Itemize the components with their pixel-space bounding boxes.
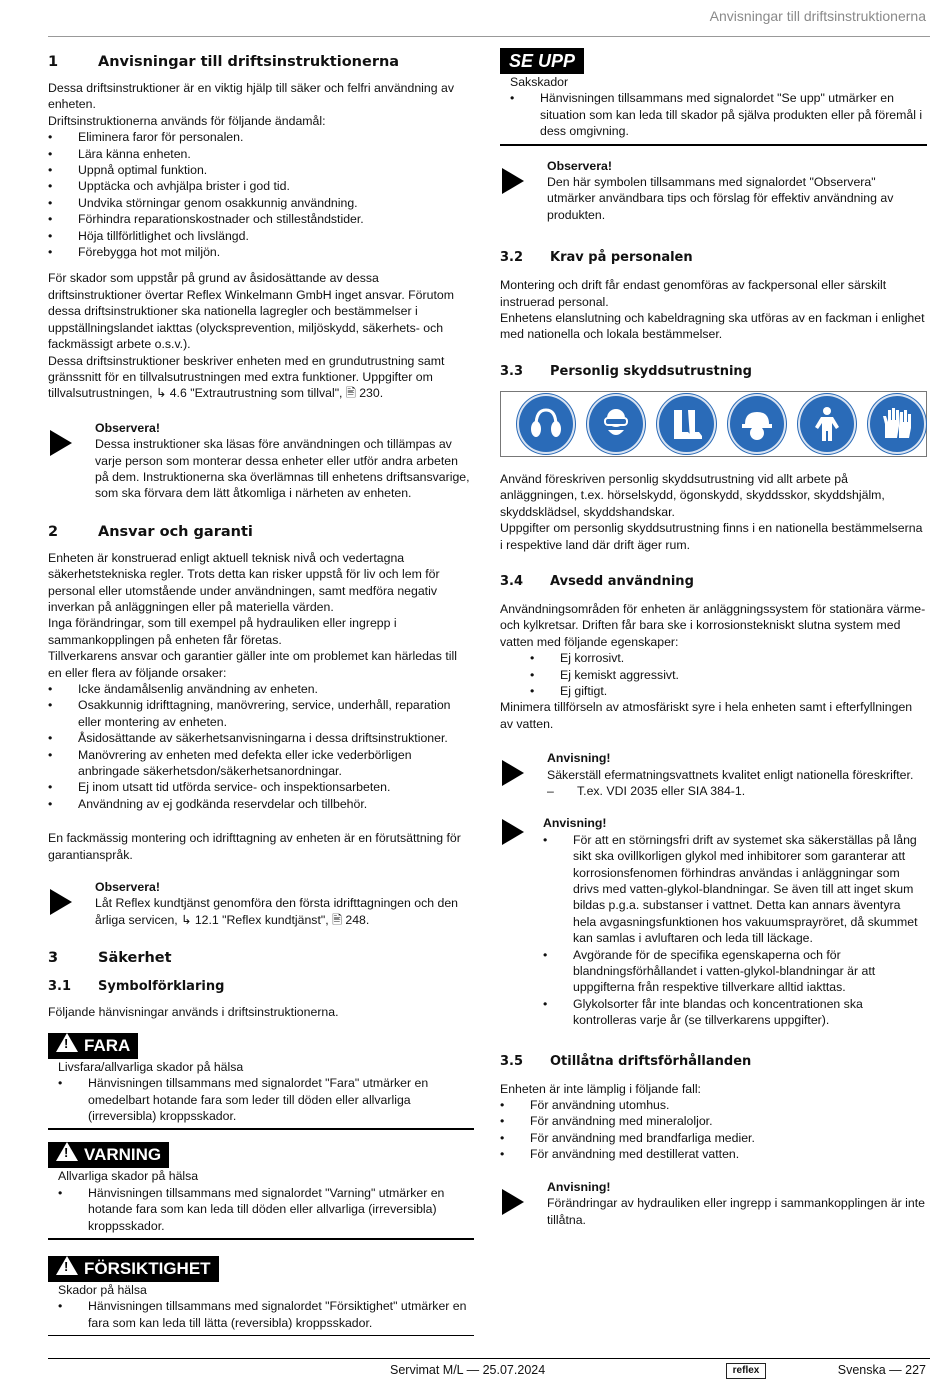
list-item: • Användning av ej godkända reservdelar och tillbehör. [48, 796, 474, 812]
list-item: • Förhindra reparationskostnader och stilleståndstider. [48, 211, 474, 227]
section-3-3-heading: 3.3 Personlig skyddsutrustning [500, 363, 752, 379]
footer-doc: Servimat M/L — 25.07.2024 [390, 1363, 546, 1377]
list-item: • Avgörande för de specifika egenskaperna och för blandningsförhållandet i vatten-glykol-blandningar är att uppgifterna från respektive tillverkare alltid iakttas. [543, 947, 927, 996]
s34-p2: Minimera tillförseln av atmosfäriskt syre i hela enheten samt i efterfyllningen av vatten. [500, 700, 913, 731]
s2-p3: Tillverkarens ansvar och garantier gäller inte om problemet kan härledas till en eller flera av följande orsaker: [48, 649, 457, 680]
protective-clothing-icon [798, 394, 856, 454]
list-item: • Förebygga hot mot miljön. [48, 244, 474, 260]
observera-note: Observera! Den här symbolen tillsammans med signalordet "Observera" utmärker användbara tips och förslag för effektiv användning av produkten. [500, 158, 927, 224]
footer-page: Svenska — 227 [837, 1363, 926, 1377]
s34-note-1: Anvisning! Säkerställ efermatningsvattnets kvalitet enligt nationella föreskrifter. – T.ex. VDI 2035 eller SIA 384-1. [500, 750, 927, 799]
warning-triangle-icon [56, 1033, 78, 1052]
s32-p2: Enhetens elanslutning och kabeldragning ska utföras av en fackman i enlighet med nationella och lokala bestämmelser. [500, 311, 925, 342]
s2-note: Observera! Låt Reflex kundtjänst genomföra den första idrifttagningen och den årliga servicen, ↳ 12.1 "Reflex kundtjänst", 🖹 248. [48, 879, 474, 928]
section-3-2-heading: 3.2 Krav på personalen [500, 250, 693, 266]
list-item: • För användning med destillerat vatten. [500, 1146, 927, 1162]
section-3-5-heading: 3.5 Otillåtna driftsförhållanden [500, 1053, 752, 1069]
section-3-1-heading: 3.1 Symbolförklaring [48, 979, 225, 995]
note-arrow-icon [502, 819, 524, 845]
varning-signal-box: !VARNING Allvarliga skador på hälsa • Hänvisningen tillsammans med signalordet "Varning" utmärker en hotande fara som kan leda till döden eller allvarliga (irreversibla) kroppsskador. [48, 1142, 474, 1240]
s1-purpose: Driftsinstruktionerna används för följande ändamål: [48, 113, 326, 128]
s35-conditions-list [500, 1097, 927, 1163]
section-2-heading: 2 Ansvar och garanti [48, 523, 253, 540]
list-item: • För användning utomhus. [500, 1097, 927, 1113]
gloves-icon [868, 394, 926, 454]
s34-note-2: Anvisning! • För att en störningsfri drift av systemet ska säkerställas på lång sikt ska ovillkorligen glykol med inhibitorer som garanterar att korrosionsfenomen förhindras användas i anläggningar som drivs med vatten-glykol-blandningar. Se även till att inget skum bildas p.g.a. substanser i vattnet. Detta kan annars äventyra hela avgasningsfunktionen hos vakuumsprayröret, då skummet kan samlas i avluftaren och leda till läckage. • Avgörande för de specifika egenskaperna och för blandningsförhållandet i vatten-glykol-blandningar är att uppgifterna från respektive tillverkare alltid iakttas. • Glykolsorter får inte blandas och koncentrationen ska kontrolleras varje år (se tillverkarens uppgifter). [500, 815, 927, 1028]
note-arrow-icon [50, 889, 72, 915]
s1-note: Observera! Dessa instruktioner ska läsas före användningen och tillämpas av varje person som monterar dessa enheter eller utför andra arbeten på dem. Instruktionerna ska överlämnas till enhetens driftsansvarige, som ska förvara dem lätt åtkomliga i närheten av enheten. [48, 420, 474, 502]
fara-signal-box: !FARA Livsfara/allvarliga skador på hälsa • Hänvisningen tillsammans med signalordet "Fara" utmärker en omedelbart hotande fara som leder till döden eller allvarliga (irreversibla) kroppsskador. [48, 1033, 474, 1131]
note-arrow-icon [502, 168, 524, 194]
list-item: • Glykolsorter får inte blandas och koncentrationen ska kontrolleras varje år (se tillverkarens uppgifter). [543, 996, 927, 1029]
list-item: • Osakkunnig idrifttagning, manövrering, service, underhåll, reparation eller montering av enheten. [48, 697, 474, 730]
safety-boots-icon [657, 394, 715, 454]
list-item: • För användning med mineraloljor. [500, 1113, 927, 1129]
list-item: • Hänvisningen tillsammans med signalordet "Fara" utmärker en omedelbart hotande fara som leder till döden eller allvarliga (irreversibla) kroppsskador. [48, 1075, 474, 1124]
list-item: • För att en störningsfri drift av systemet ska säkerställas på lång sikt ska ovillkorligen glykol med inhibitorer som garanterar att korrosionsfenomen förhindras användas i anläggningar som drivs med vatten-glykol-blandningar. Se även till att inget skum bildas p.g.a. substanser i vattnet. Detta kan annars äventyra hela avgasningsfunktionen hos vakuumsprayröret, då skummet kan samlas i avluftaren och leda till läckage. [543, 832, 927, 947]
list-item: • Hänvisningen tillsammans med signalordet "Försiktighet" utmärker en fara som kan leda till lätta (reversibla) kroppsskador. [48, 1298, 474, 1331]
list-item: • Uppnå optimal funktion. [48, 162, 474, 178]
helmet-icon [728, 394, 786, 454]
s1-purpose-list [48, 129, 474, 260]
s35-p1: Enheten är inte lämplig i följande fall: [500, 1081, 701, 1096]
list-item: • För användning med brandfarliga medier. [500, 1130, 927, 1146]
list-item: • Undvika störningar genom osakkunnig användning. [48, 195, 474, 211]
s32-p1: Montering och drift får endast genomföras av fackpersonal eller särskilt instruerad personal. [500, 278, 887, 309]
s1-scope: Dessa driftsinstruktioner beskriver enheten med en grundutrustning samt gränssnitt för en tillvalsutrustningen med extra funktioner. Uppgifter om tillvalsutrustningen, ↳ 4.6 "Extrautrustning som tillval", 🖹 230. [48, 353, 445, 401]
s31-intro: Följande hänvisningar används i driftsinstruktionerna. [48, 1005, 339, 1020]
s33-p2: Uppgifter om personlig skyddsutrustning finns i en nationella bestämmelserna i respektive land där drift äger rum. [500, 521, 923, 552]
fara-label: !FARA [48, 1033, 138, 1059]
forsiktighet-label: !FÖRSIKTIGHET [48, 1256, 219, 1282]
s34-water-list [500, 650, 927, 699]
forsiktighet-signal-box: !FÖRSIKTIGHET Skador på hälsa • Hänvisningen tillsammans med signalordet "Försiktighet" utmärker en fara som kan leda till lätta (reversibla) kroppsskador. [48, 1256, 474, 1336]
s35-note: Anvisning! Förändringar av hydrauliken eller ingrepp i sammankopplingen är inte tillåtna. [500, 1179, 927, 1228]
list-item: • Hänvisningen tillsammans med signalordet "Varning" utmärker en hotande fara som kan leda till döden eller allvarliga (irreversibla) kroppsskador. [48, 1185, 474, 1234]
hearing-protection-icon [517, 394, 575, 454]
footer-rule [48, 1358, 930, 1359]
header-rule [48, 36, 930, 37]
list-item: • Lära känna enheten. [48, 146, 474, 162]
s1-liability: För skador som uppstår på grund av åsidosättande av dessa driftsinstruktioner övertar Reflex Winkelmann GmbH inget ansvar. Förutom dessa driftsinstruktioner ska nationella lagregler och bestämmelser i uppställningslandet iakttas (olycksprevention, miljöskydd, säkerhets- och fackmässigt arbete o.s.v.). [48, 271, 454, 352]
section-3-4-heading: 3.4 Avsedd användning [500, 573, 694, 589]
list-item: • Eliminera faror för personalen. [48, 129, 474, 145]
s2-causes-list [48, 681, 474, 812]
running-header: Anvisningar till driftsinstruktionerna [709, 8, 926, 24]
s2-p4: En fackmässig montering och idrifttagning av enheten är en förutsättning för garantianspråk. [48, 831, 461, 862]
list-item: • Ej inom utsatt tid utförda service- och inspektionsarbeten. [48, 779, 474, 795]
s2-p1: Enheten är konstruerad enligt aktuell teknisk nivå och vedertagna säkerhetstekniska regler. Trots detta kan risker uppstå för liv och lem för personal eller utomstående under användningen, samt medföra negativ inverkan på anläggningen eller på materiella värden. [48, 550, 440, 614]
ppe-icons-box [500, 391, 927, 457]
s2-p2: Inga förändringar, som till exempel på hydrauliken eller ingrepp i sammankopplingen på enheten får företas. [48, 616, 397, 647]
s1-intro: Dessa driftsinstruktioner är en viktig hjälp till säker och felfri användning av enheten. [48, 81, 454, 112]
warning-triangle-icon [56, 1142, 78, 1161]
s34-p1: Användningsområden för enheten är anläggningssystem för stationära värme- och kylkretsar. Driften får bara ske i korrosionstekniskt slutna system med vatten med följande egenskaper: [500, 601, 926, 649]
list-item: • Ej korrosivt. [500, 650, 927, 666]
list-item: • Icke ändamålsenlig användning av enheten. [48, 681, 474, 697]
left-column [48, 46, 474, 1336]
section-3-heading: 3 Säkerhet [48, 950, 172, 967]
list-item: • Hänvisningen tillsammans med signalordet "Se upp" utmärker en situation som kan leda till skador på själva produkten eller på föremål i dess omgivning. [500, 90, 927, 139]
list-item: • Höja tillförlitlighet och livslängd. [48, 228, 474, 244]
list-item: • Ej giftigt. [500, 683, 927, 699]
reflex-logo: reflex [726, 1363, 766, 1379]
note-arrow-icon [502, 1189, 524, 1215]
note-arrow-icon [50, 430, 72, 456]
list-item: • Upptäcka och avhjälpa brister i god tid. [48, 178, 474, 194]
right-column [500, 46, 927, 1228]
note-arrow-icon [502, 760, 524, 786]
s33-p1: Använd föreskriven personlig skyddsutrustning vid allt arbete på anläggningen, t.ex. hörselskydd, ögonskydd, skyddsskor, skyddshjälm, skyddsklädsel, skyddshandskar. [500, 471, 885, 519]
seupp-signal-box: SE UPP Sakskador • Hänvisningen tillsammans med signalordet "Se upp" utmärker en situation som kan leda till skador på själva produkten eller på föremål i dess omgivning. [500, 48, 927, 146]
varning-label: !VARNING [48, 1142, 169, 1168]
warning-triangle-icon [56, 1256, 78, 1275]
eye-protection-icon [587, 394, 645, 454]
seupp-label: SE UPP [500, 48, 584, 74]
list-item: • Manövrering av enheten med defekta eller icke vederbörligen anbringade säkerhetsdon/säkerhetsanordningar. [48, 747, 474, 780]
list-item: • Ej kemiskt aggressivt. [500, 667, 927, 683]
section-1-heading: 1 Anvisningar till driftsinstruktionerna [48, 54, 400, 70]
list-item: • Åsidosättande av säkerhetsanvisningarna i dessa driftsinstruktioner. [48, 730, 474, 746]
